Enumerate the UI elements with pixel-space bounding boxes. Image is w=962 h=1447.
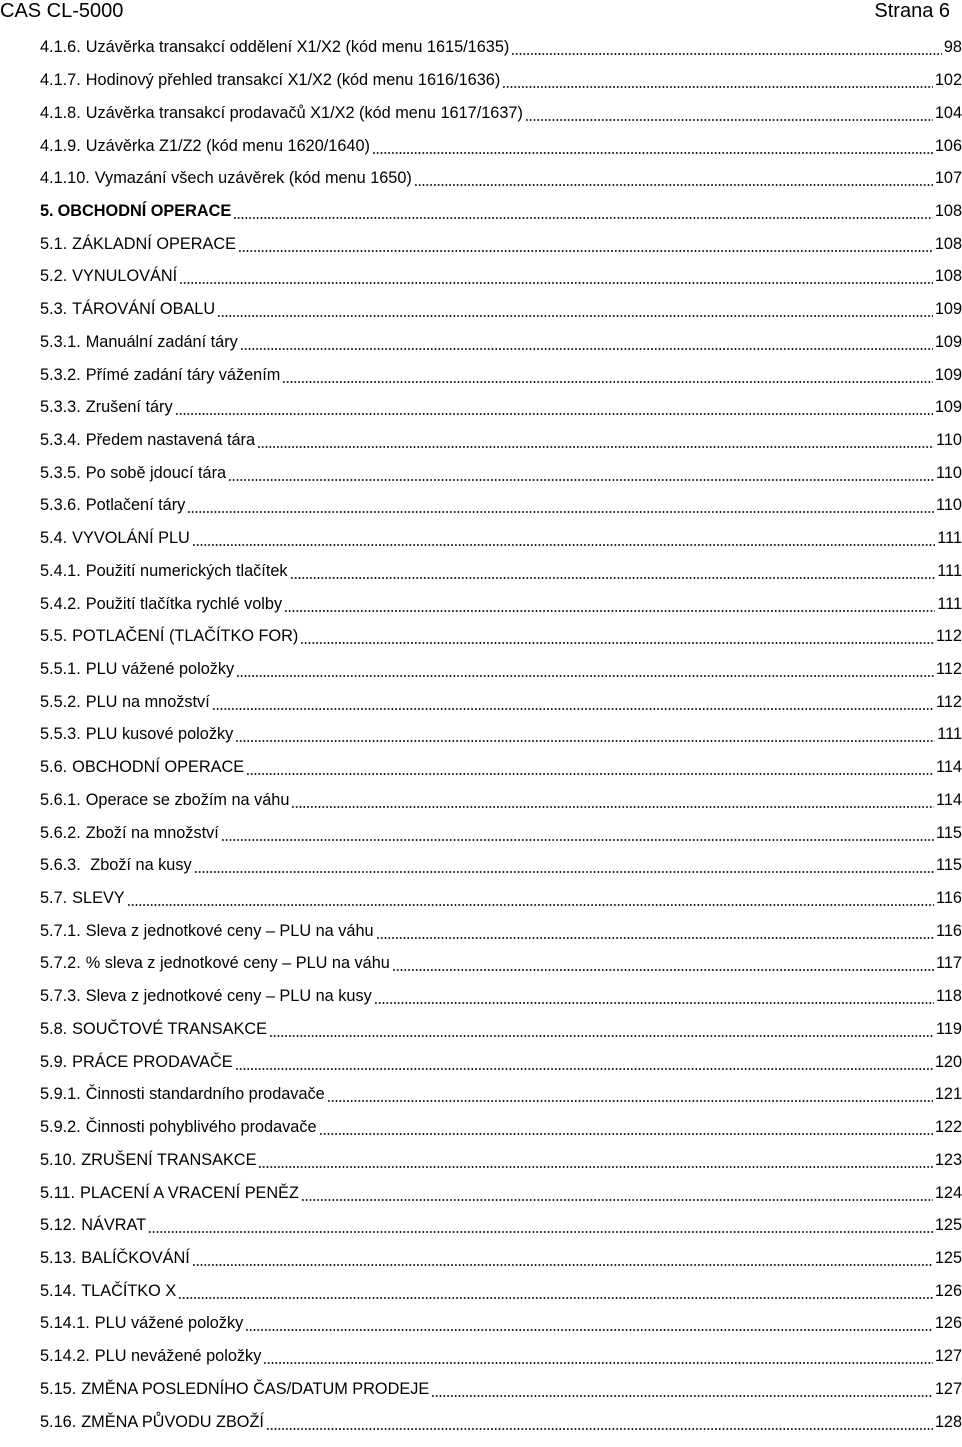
toc-entry-page: 109	[934, 398, 962, 417]
toc-entry[interactable]	[40, 456, 962, 489]
toc-entry[interactable]	[40, 64, 962, 97]
toc-entry-title: Použití tlačítka rychlé volby	[85, 594, 283, 613]
toc-entry-page: 98	[943, 38, 962, 57]
toc-entry-number: 5.9.1.	[40, 1085, 81, 1104]
toc-entry-number: 5.11.	[40, 1183, 76, 1202]
toc-entry-number: 5.3.6.	[40, 496, 81, 515]
toc-entry-page: 127	[934, 1379, 962, 1398]
toc-entry[interactable]	[40, 816, 962, 849]
toc-entry[interactable]	[40, 1209, 962, 1242]
toc-dot-leader	[235, 1052, 933, 1072]
toc-entry-title: OBCHODNÍ OPERACE	[57, 201, 232, 220]
toc-entry-page: 109	[934, 332, 962, 351]
toc-entry[interactable]	[40, 522, 962, 555]
toc-dot-leader	[374, 986, 934, 1006]
toc-entry[interactable]	[40, 1405, 962, 1438]
toc-entry-number: 5.3.	[40, 300, 68, 319]
toc-entry[interactable]	[40, 1143, 962, 1176]
toc-entry-number: 5.7.	[40, 889, 68, 908]
toc-entry-number: 5.5.1.	[40, 660, 81, 679]
toc-dot-leader	[319, 1117, 933, 1137]
toc-dot-leader	[301, 1183, 933, 1203]
toc-entry[interactable]	[40, 325, 962, 358]
toc-dot-leader	[212, 692, 934, 712]
toc-entry-title: BALÍČKOVÁNÍ	[81, 1248, 190, 1267]
toc-entry-number: 5.15.	[40, 1379, 77, 1398]
toc-dot-leader	[194, 855, 934, 875]
toc-entry[interactable]	[40, 1242, 962, 1275]
toc-entry-number: 4.1.10.	[40, 169, 90, 188]
toc-dot-leader	[263, 1346, 932, 1366]
toc-entry-title: Uzávěrka transakcí prodavačů X1/X2 (kód menu 1617/1637)	[85, 103, 523, 122]
toc-entry-number: 4.1.8.	[40, 103, 81, 122]
toc-entry-title: Vymazání všech uzávěrek (kód menu 1650)	[94, 169, 412, 188]
toc-entry-page: 116	[936, 921, 962, 940]
toc-entry-title: Potlačení táry	[85, 496, 186, 515]
toc-entry-title: VYVOLÁNÍ PLU	[72, 529, 190, 548]
toc-dot-leader	[192, 528, 935, 548]
toc-dot-leader	[300, 626, 934, 646]
page-header	[0, 0, 960, 26]
toc-dot-leader	[414, 168, 933, 188]
toc-entry-title: Přímé zadání táry vážením	[85, 365, 281, 384]
toc-entry-title: ZMĚNA PŮVODU ZBOŽÍ	[81, 1412, 264, 1431]
toc-dot-leader	[246, 757, 934, 777]
toc-dot-leader	[327, 1084, 933, 1104]
toc-entry-page: 128	[934, 1412, 962, 1431]
toc-entry-number: 5.5.2.	[40, 692, 81, 711]
toc-entry[interactable]	[40, 587, 962, 620]
toc-entry-title: PLACENÍ A VRACENÍ PENĚZ	[80, 1183, 299, 1202]
toc-dot-leader	[236, 659, 934, 679]
toc-entry-title: NÁVRAT	[81, 1216, 147, 1235]
toc-entry-number: 5.3.5.	[40, 463, 81, 482]
toc-entry-number: 5.	[40, 201, 54, 220]
toc-dot-leader	[258, 1150, 932, 1170]
toc-entry-number: 5.14.1.	[40, 1314, 90, 1333]
toc-dot-leader	[178, 1281, 933, 1301]
toc-entry-title: Manuální zadání táry	[85, 332, 238, 351]
toc-entry-page: 110	[936, 430, 962, 449]
toc-entry[interactable]	[40, 424, 962, 457]
toc-entry-page: 121	[934, 1085, 962, 1104]
toc-entry-number: 5.9.	[40, 1052, 68, 1071]
toc-entry[interactable]	[40, 751, 962, 784]
toc-dot-leader	[282, 365, 933, 385]
toc-entry-number: 5.3.4.	[40, 430, 81, 449]
toc-entry-title: Operace se zbožím na váhu	[85, 790, 290, 809]
toc-dot-leader	[511, 37, 942, 57]
toc-entry-number: 4.1.9.	[40, 136, 81, 155]
toc-entry-page: 102	[934, 71, 962, 90]
toc-entry-number: 5.4.	[40, 529, 68, 548]
toc-entry-number: 5.8.	[40, 1019, 68, 1038]
toc-dot-leader	[372, 136, 933, 156]
toc-entry-title: ZÁKLADNÍ OPERACE	[72, 234, 236, 253]
toc-entry[interactable]	[40, 1045, 962, 1078]
toc-dot-leader	[525, 103, 933, 123]
toc-entry-page: 112	[936, 692, 962, 711]
toc-entry[interactable]	[40, 1176, 962, 1209]
toc-entry[interactable]	[40, 980, 962, 1013]
toc-entry-number: 5.6.3.	[40, 856, 81, 875]
toc-entry[interactable]	[40, 653, 962, 686]
toc-entry-title: Po sobě jdoucí tára	[85, 463, 227, 482]
toc-entry[interactable]	[40, 1013, 962, 1046]
toc-entry[interactable]	[40, 96, 962, 129]
toc-dot-leader	[233, 201, 933, 221]
toc-entry[interactable]	[40, 784, 962, 817]
toc-entry-page: 108	[934, 201, 962, 220]
toc-entry-page: 122	[934, 1118, 962, 1137]
toc-entry-number: 5.9.2.	[40, 1118, 81, 1137]
toc-dot-leader	[257, 430, 934, 450]
toc-entry-title: Předem nastavená tára	[85, 430, 255, 449]
toc-entry-title: Hodinový přehled transakcí X1/X2 (kód menu 1616/1636)	[85, 71, 501, 90]
toc-entry-title: Činnosti pohyblivého prodavače	[85, 1118, 317, 1137]
toc-entry[interactable]	[40, 391, 962, 424]
toc-entry-number: 5.6.	[40, 758, 68, 777]
toc-entry-number: 5.7.1.	[40, 921, 81, 940]
toc-entry-page: 108	[934, 267, 962, 286]
toc-entry-title: ZMĚNA POSLEDNÍHO ČAS/DATUM PRODEJE	[81, 1379, 430, 1398]
toc-entry-title: PLU vážené položky	[94, 1314, 244, 1333]
toc-entry-number: 5.5.	[40, 627, 68, 646]
toc-dot-leader	[266, 1412, 933, 1432]
toc-entry-page: 118	[936, 987, 962, 1006]
toc-dot-leader	[228, 463, 934, 483]
toc-entry-page: 110	[936, 496, 962, 515]
toc-entry-number: 5.5.3.	[40, 725, 81, 744]
toc-dot-leader	[291, 790, 934, 810]
toc-entry-page: 109	[934, 365, 962, 384]
toc-entry-title: Sleva z jednotkové ceny – PLU na váhu	[85, 921, 374, 940]
toc-entry[interactable]	[40, 914, 962, 947]
toc-entry[interactable]	[40, 718, 962, 751]
toc-entry[interactable]	[40, 685, 962, 718]
toc-entry[interactable]	[40, 1274, 962, 1307]
toc-entry-page: 127	[934, 1347, 962, 1366]
toc-entry-page: 117	[936, 954, 962, 973]
toc-dot-leader	[290, 561, 936, 581]
toc-entry-number: 5.13.	[40, 1248, 77, 1267]
toc-entry[interactable]	[40, 947, 962, 980]
toc-entry-page: 114	[936, 790, 962, 809]
toc-entry-title: PLU vážené položky	[85, 660, 235, 679]
toc-entry-page: 114	[936, 758, 962, 777]
toc-entry-title: ZRUŠENÍ TRANSAKCE	[81, 1150, 257, 1169]
toc-entry[interactable]	[40, 31, 962, 64]
toc-entry-title: PLU na množství	[85, 692, 210, 711]
toc-entry-page: 109	[934, 300, 962, 319]
document-title: CAS CL-5000	[0, 0, 124, 22]
table-of-contents	[40, 31, 962, 1438]
toc-dot-leader	[187, 495, 934, 515]
toc-entry-number: 5.1.	[40, 234, 68, 253]
toc-entry-page: 106	[934, 136, 962, 155]
toc-entry-title: TLAČÍTKO X	[81, 1281, 177, 1300]
toc-entry[interactable]	[40, 293, 962, 326]
toc-entry[interactable]	[40, 1307, 962, 1340]
toc-entry-page: 112	[936, 660, 962, 679]
toc-entry-number: 5.3.1.	[40, 332, 81, 351]
toc-entry-title: PLU kusové položky	[85, 725, 234, 744]
toc-dot-leader	[269, 1019, 934, 1039]
toc-entry-number: 4.1.7.	[40, 71, 81, 90]
toc-entry-number: 5.7.2.	[40, 954, 81, 973]
toc-entry[interactable]	[40, 1111, 962, 1144]
toc-entry[interactable]	[40, 129, 962, 162]
toc-entry-page: 115	[936, 823, 962, 842]
toc-entry-number: 4.1.6.	[40, 38, 81, 57]
toc-entry-page: 126	[934, 1281, 962, 1300]
toc-entry-number: 5.12.	[40, 1216, 77, 1235]
toc-entry[interactable]	[40, 1078, 962, 1111]
toc-entry[interactable]	[40, 162, 962, 195]
toc-entry[interactable]	[40, 620, 962, 653]
toc-entry[interactable]	[40, 882, 962, 915]
toc-entry-title: OBCHODNÍ OPERACE	[72, 758, 245, 777]
toc-entry-title: POTLAČENÍ (TLAČÍTKO FOR)	[72, 627, 299, 646]
toc-entry-title: SOUČTOVÉ TRANSAKCE	[72, 1019, 267, 1038]
toc-entry-page: 107	[934, 169, 962, 188]
toc-entry-title: Činnosti standardního prodavače	[85, 1085, 325, 1104]
toc-entry[interactable]	[40, 555, 962, 588]
toc-entry-number: 5.7.3.	[40, 987, 81, 1006]
toc-entry-title: Sleva z jednotkové ceny – PLU na kusy	[85, 987, 372, 1006]
toc-entry-number: 5.4.2.	[40, 594, 81, 613]
toc-entry[interactable]	[40, 849, 962, 882]
toc-entry[interactable]	[40, 1340, 962, 1373]
toc-dot-leader	[179, 266, 933, 286]
page-number-label: Strana 6	[874, 0, 950, 22]
toc-dot-leader	[175, 397, 933, 417]
toc-entry-title: Zboží na množství	[85, 823, 219, 842]
toc-entry-number: 5.6.2.	[40, 823, 81, 842]
toc-entry-page: 111	[937, 725, 962, 744]
toc-dot-leader	[221, 823, 934, 843]
toc-entry-number: 5.3.2.	[40, 365, 81, 384]
toc-entry-title: PRÁCE PRODAVAČE	[72, 1052, 233, 1071]
toc-entry-number: 5.3.3.	[40, 398, 81, 417]
toc-entry-number: 5.14.2.	[40, 1347, 90, 1366]
toc-dot-leader	[431, 1379, 933, 1399]
toc-entry-page: 123	[934, 1150, 962, 1169]
toc-entry[interactable]	[40, 1372, 962, 1405]
toc-entry-title: SLEVY	[72, 889, 125, 908]
toc-entry-title: Použití numerických tlačítek	[85, 561, 288, 580]
toc-dot-leader	[376, 921, 934, 941]
toc-entry-page: 110	[936, 463, 962, 482]
toc-entry-page: 120	[934, 1052, 962, 1071]
toc-entry[interactable]	[40, 195, 962, 228]
toc-entry-number: 5.16.	[40, 1412, 77, 1431]
toc-entry-title: Zboží na kusy	[85, 856, 192, 875]
toc-dot-leader	[217, 299, 933, 319]
toc-dot-leader	[245, 1313, 933, 1333]
toc-entry-page: 111	[937, 561, 962, 580]
toc-entry-number: 5.4.1.	[40, 561, 81, 580]
toc-entry-page: 112	[936, 627, 962, 646]
toc-entry-page: 126	[934, 1314, 962, 1333]
toc-dot-leader	[127, 888, 934, 908]
toc-entry-page: 108	[934, 234, 962, 253]
toc-entry[interactable]	[40, 260, 962, 293]
toc-entry-page: 124	[934, 1183, 962, 1202]
toc-entry-title: VYNULOVÁNÍ	[72, 267, 178, 286]
toc-dot-leader	[284, 594, 935, 614]
toc-dot-leader	[148, 1215, 933, 1235]
toc-entry-number: 5.14.	[40, 1281, 77, 1300]
toc-entry-title: % sleva z jednotkové ceny – PLU na váhu	[85, 954, 390, 973]
toc-entry-title: Uzávěrka Z1/Z2 (kód menu 1620/1640)	[85, 136, 370, 155]
toc-entry-page: 119	[936, 1019, 962, 1038]
toc-dot-leader	[240, 332, 933, 352]
toc-entry-number: 5.2.	[40, 267, 68, 286]
toc-dot-leader	[192, 1248, 933, 1268]
toc-entry-page: 116	[936, 889, 962, 908]
toc-entry-title: Zrušení táry	[85, 398, 173, 417]
toc-entry[interactable]	[40, 489, 962, 522]
toc-entry-number: 5.10.	[40, 1150, 77, 1169]
toc-dot-leader	[392, 953, 934, 973]
toc-entry-page: 111	[937, 529, 962, 548]
toc-dot-leader	[235, 724, 935, 744]
toc-dot-leader	[502, 70, 933, 90]
toc-entry[interactable]	[40, 358, 962, 391]
toc-entry-page: 125	[934, 1248, 962, 1267]
toc-entry-page: 125	[934, 1216, 962, 1235]
toc-entry-number: 5.6.1.	[40, 790, 81, 809]
toc-entry[interactable]	[40, 227, 962, 260]
toc-entry-page: 115	[936, 856, 962, 875]
toc-entry-title: PLU nevážené položky	[94, 1347, 262, 1366]
toc-entry-title: TÁROVÁNÍ OBALU	[72, 300, 216, 319]
toc-entry-page: 104	[934, 103, 962, 122]
toc-dot-leader	[238, 234, 933, 254]
toc-entry-title: Uzávěrka transakcí oddělení X1/X2 (kód menu 1615/1635)	[85, 38, 510, 57]
toc-entry-page: 111	[937, 594, 962, 613]
